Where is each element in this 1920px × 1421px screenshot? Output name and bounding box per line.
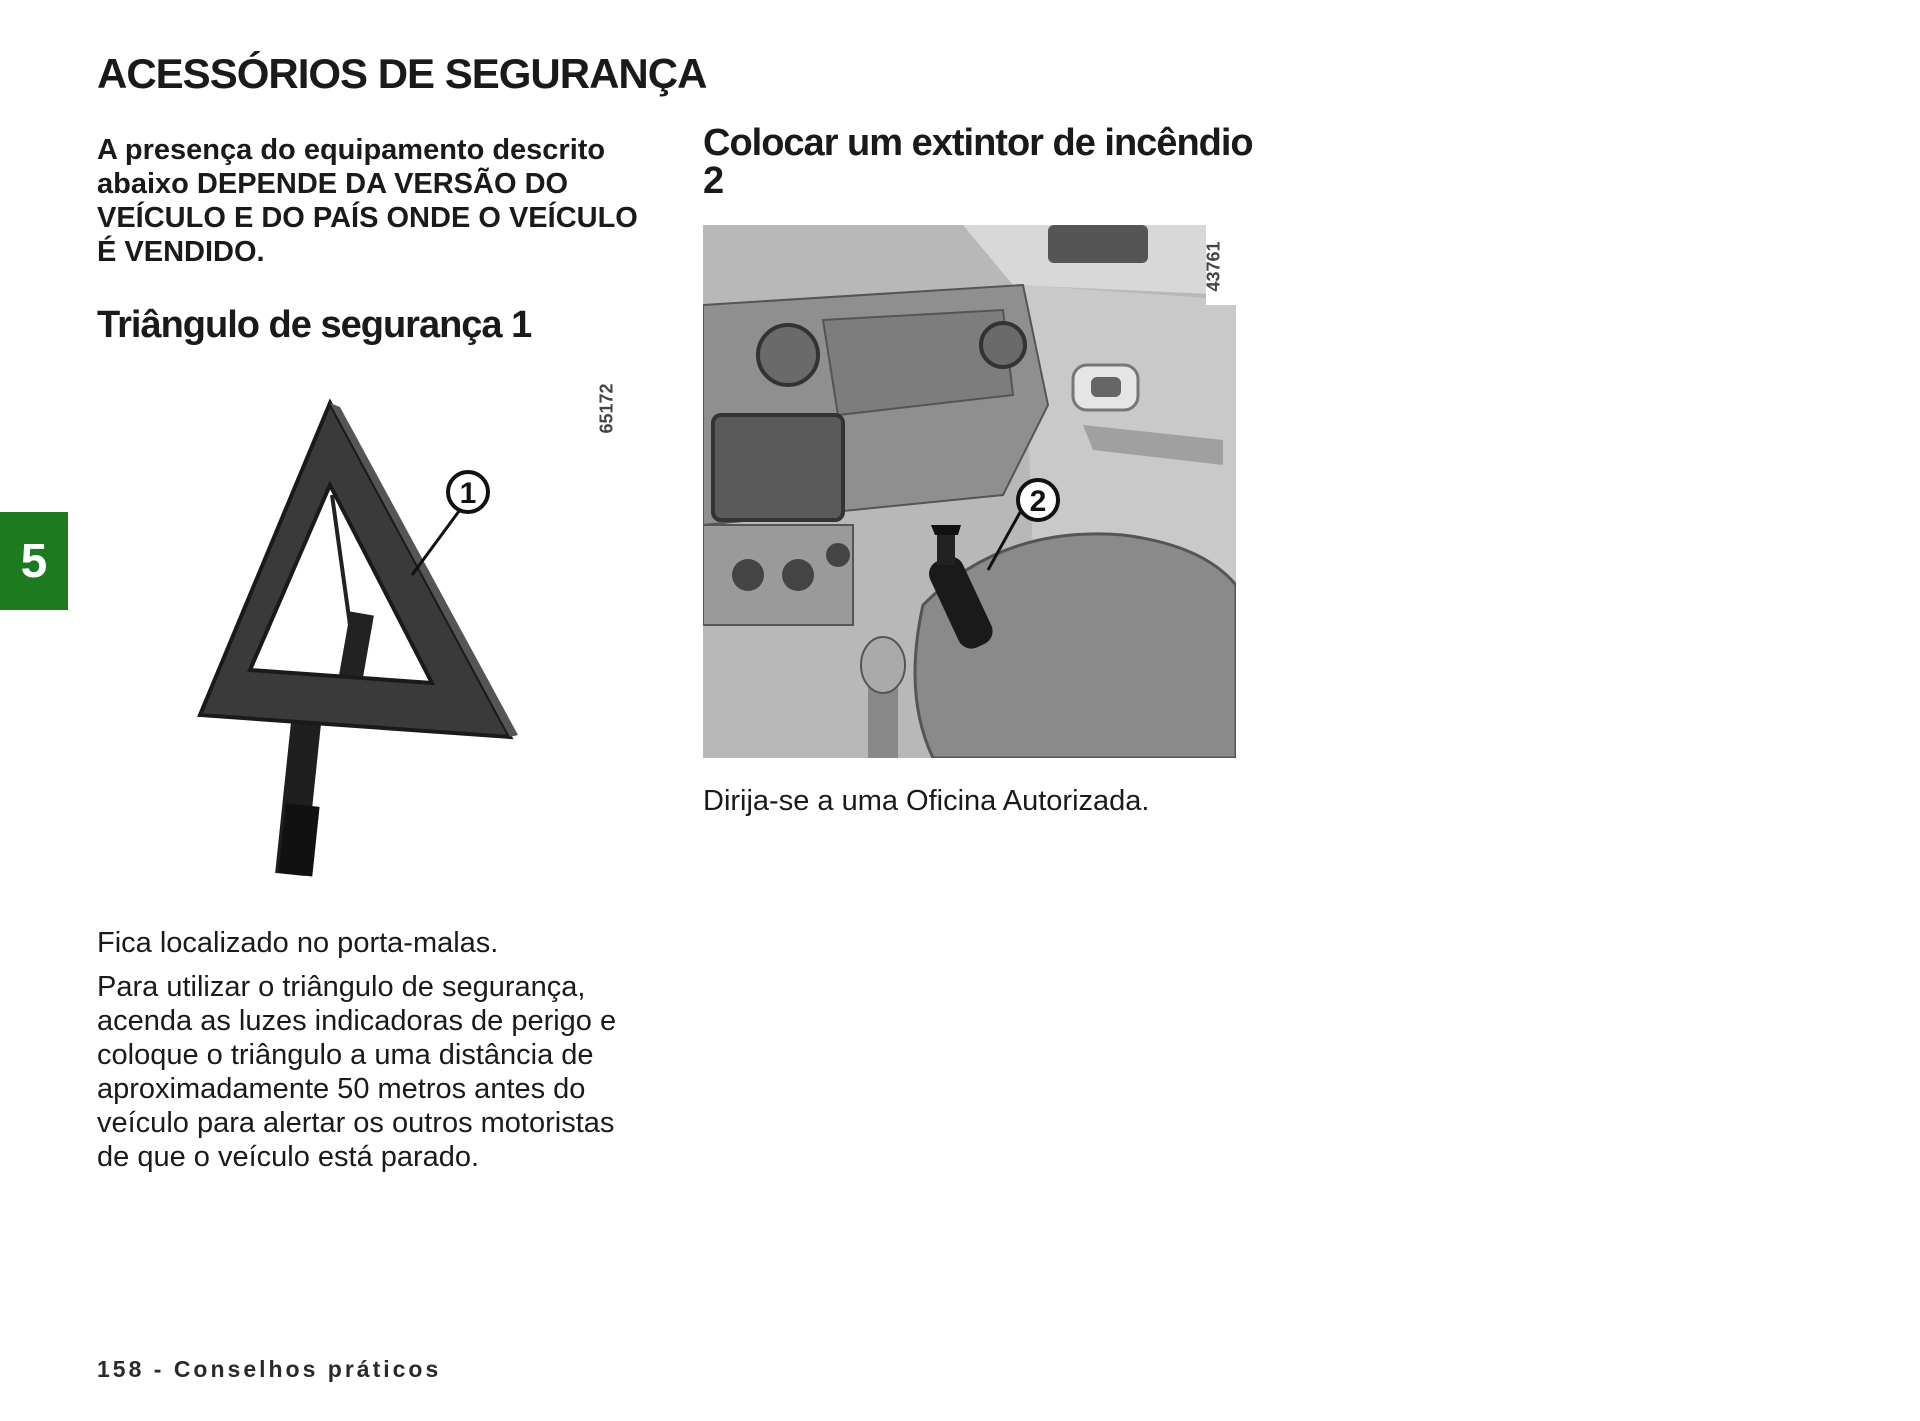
car-interior-illustration	[703, 225, 1236, 758]
callout-number: 1	[459, 477, 477, 510]
page-footer: 158 - Conselhos práticos	[97, 1356, 442, 1382]
figure-code: 43761	[1203, 241, 1224, 292]
triangle-location-text: Fica localizado no porta-malas.	[97, 927, 499, 959]
triangle-heading: Triângulo de segurança 1	[97, 304, 532, 346]
triangle-frame	[200, 403, 510, 737]
callout-leader-line	[412, 503, 465, 575]
callout-number: 2	[1029, 485, 1047, 518]
figure-code: 65172	[596, 383, 617, 434]
extinguisher-heading: Colocar um extintor de incêndio 2	[703, 122, 1253, 202]
triangle-usage-text: Para utilizar o triângulo de segurança, acenda as luzes indicadoras de perigo e coloque o triângulo a uma distância de aproximadamente 50 metros antes do veículo para alertar os outros motoristas de que o veículo está parado.	[97, 971, 617, 1173]
warning-triangle-figure	[180, 385, 580, 890]
page-title: ACESSÓRIOS DE SEGURANÇA	[97, 50, 707, 97]
chapter-tab: 5	[0, 512, 68, 610]
warning-triangle-illustration	[180, 385, 580, 890]
intro-notice: A presença do equipamento descrito abaixo DEPENDE DA VERSÃO DO VEÍCULO E DO PAÍS ONDE O VEÍCULO É VENDIDO.	[97, 134, 638, 268]
extinguisher-figure	[703, 225, 1236, 758]
extinguisher-text: Dirija-se a uma Oficina Autorizada.	[703, 785, 1150, 817]
